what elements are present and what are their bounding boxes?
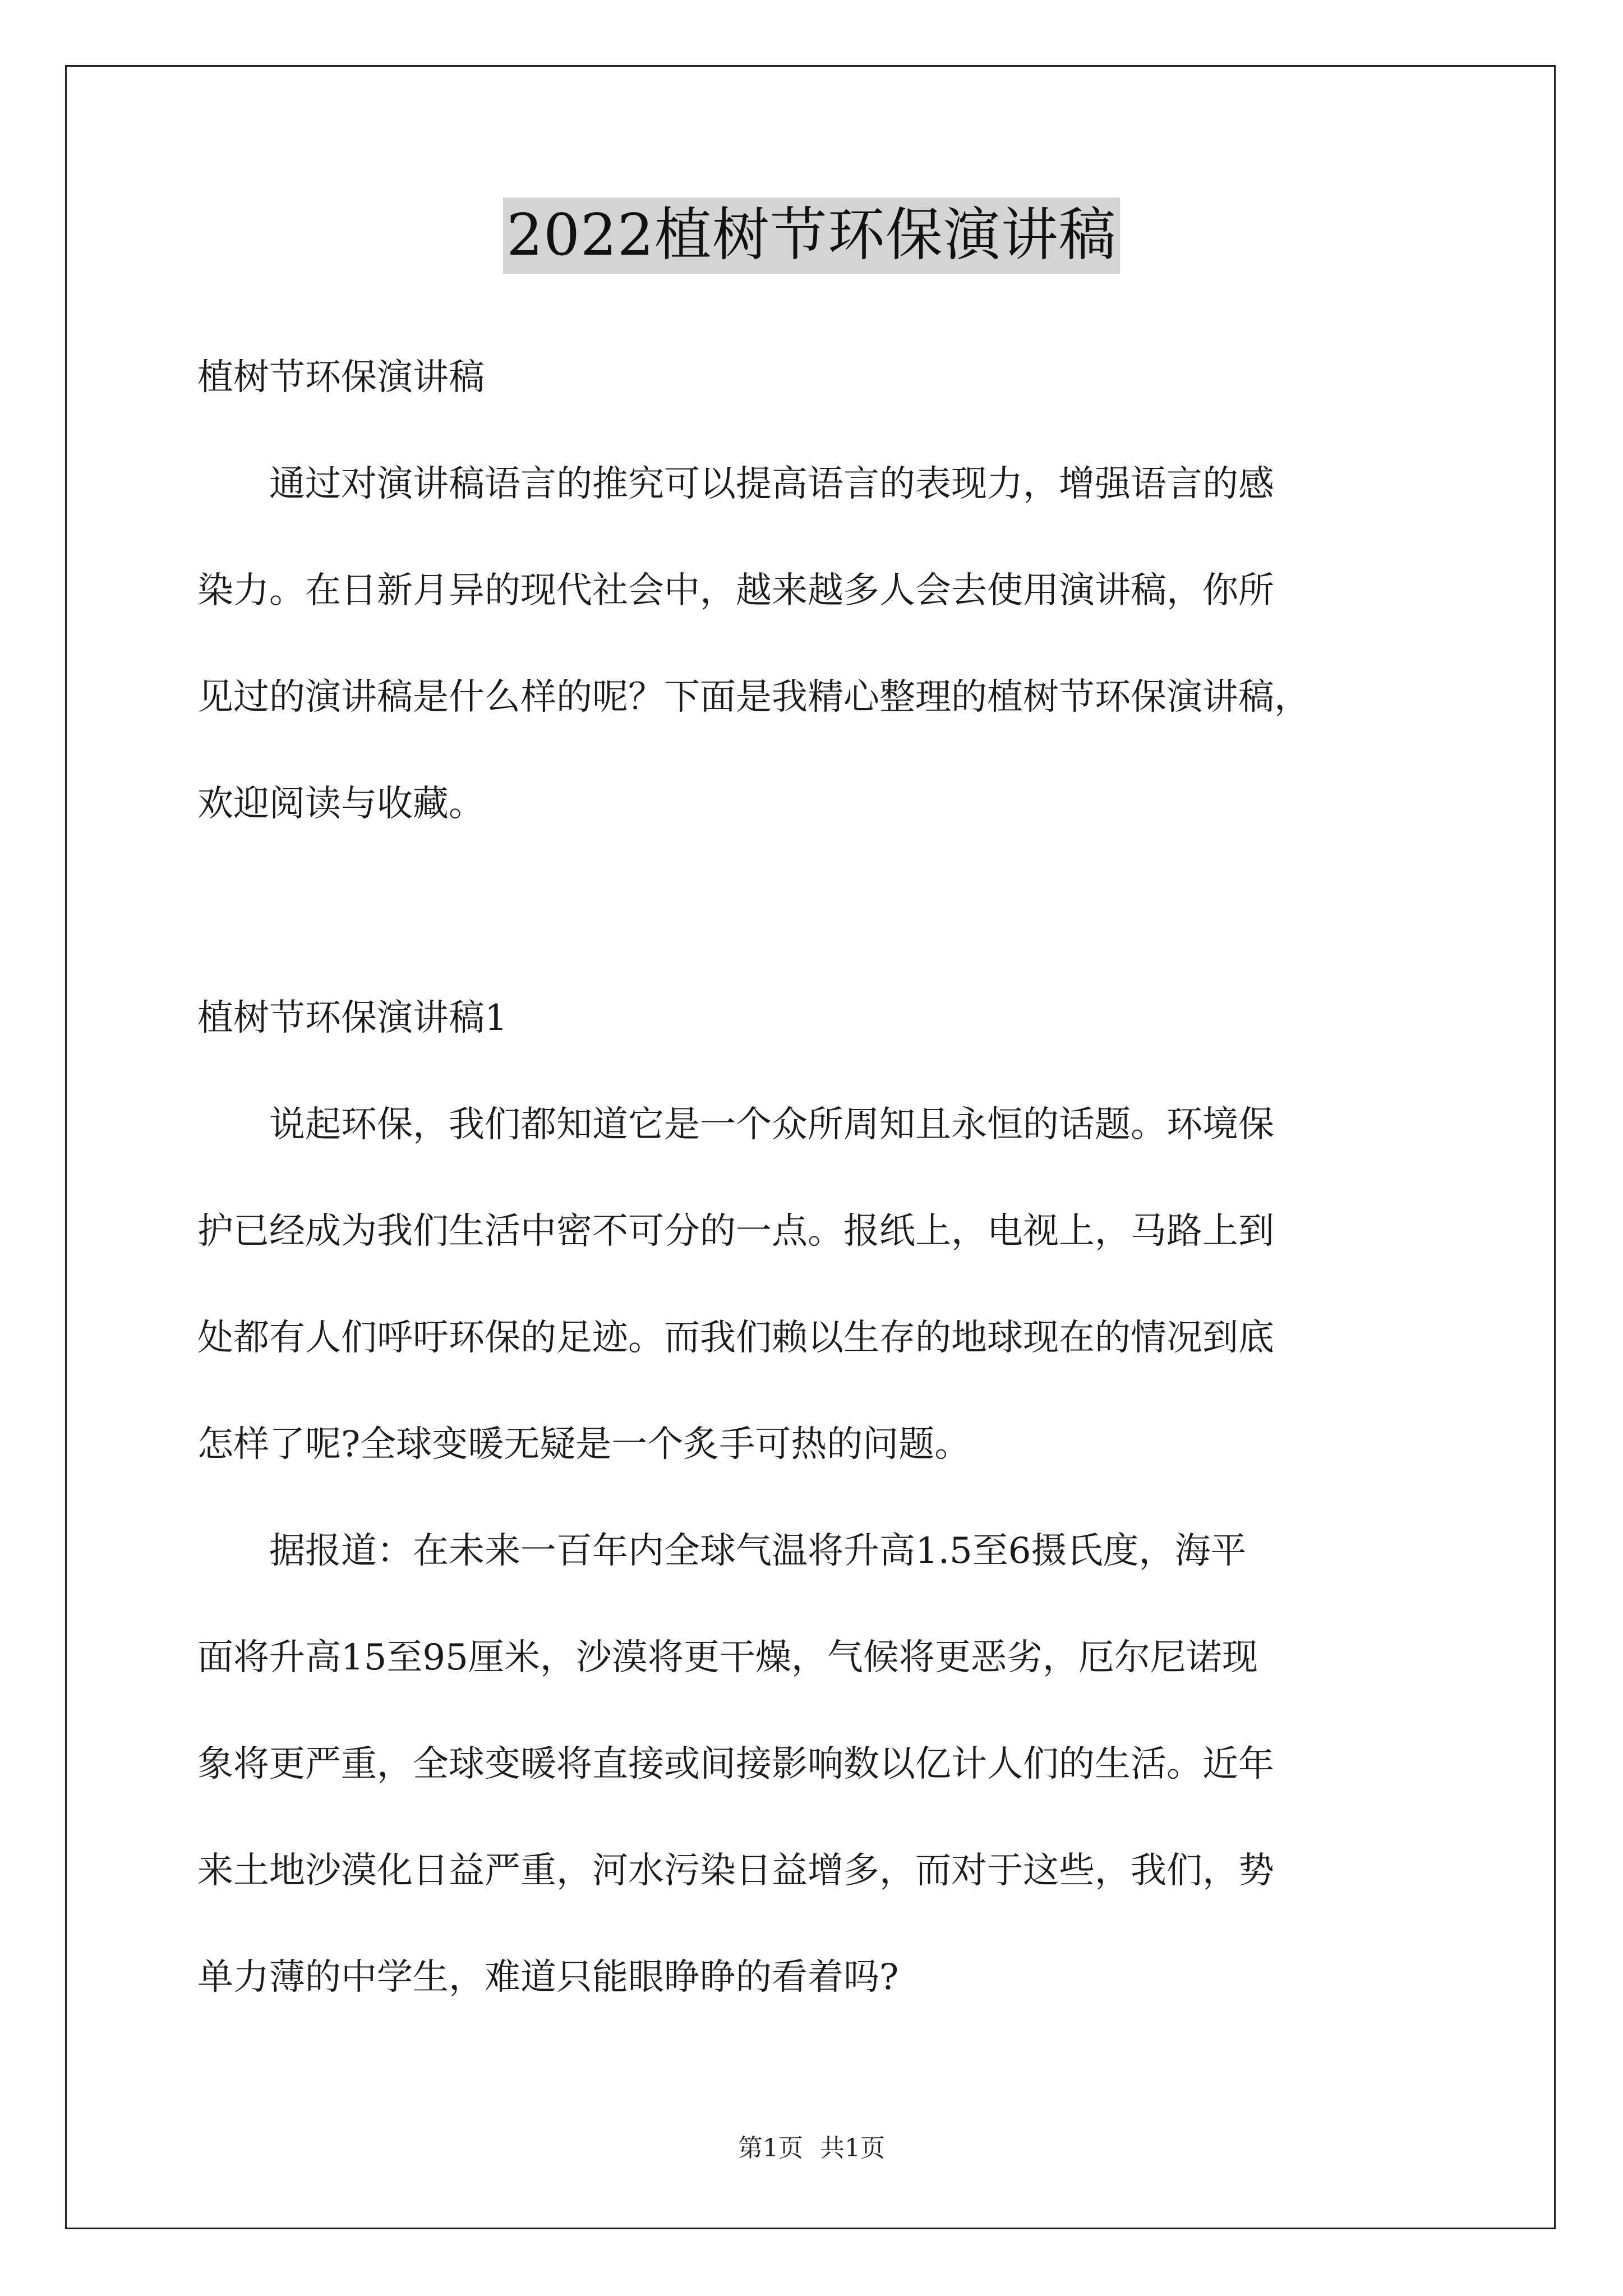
document-title: 2022植树节环保演讲稿 (503, 197, 1120, 274)
section-heading: 植树节环保演讲稿1 (197, 997, 508, 1039)
paragraph-line: 说起环保，我们都知道它是一个众所周知且永恒的话题。环境保 (197, 1104, 1274, 1145)
title-container (0, 197, 1623, 274)
paragraph-line: 象将更严重，全球变暖将直接或间接影响数以亿计人们的生活。近年 (197, 1743, 1274, 1785)
paragraph-line: 染力。在日新月异的现代社会中，越来越多人会去使用演讲稿，你所 (197, 570, 1274, 611)
page-footer (0, 2132, 1623, 2165)
paragraph-line: 处都有人们呼吁环保的足迹。而我们赖以生存的地球现在的情况到底 (197, 1317, 1274, 1359)
page-number-current: 第1页 (738, 2134, 803, 2162)
paragraph-line: 护已经成为我们生活中密不可分的一点。报纸上，电视上，马路上到 (197, 1211, 1274, 1252)
paragraph-line: 单力薄的中学生，难道只能眼睁睁的看着吗? (197, 1957, 899, 1998)
paragraph-line: 怎样了呢?全球变暖无疑是一个炙手可热的问题。 (197, 1424, 971, 1465)
paragraph-line: 面将升高15至95厘米，沙漠将更干燥，气候将更恶劣，厄尔尼诺现 (197, 1637, 1258, 1678)
paragraph-line: 来土地沙漠化日益严重，河水污染日益增多，而对于这些，我们，势 (197, 1850, 1274, 1892)
page-number-total: 共1页 (820, 2134, 885, 2162)
paragraph-line: 欢迎阅读与收藏。 (197, 783, 485, 825)
subtitle-line: 植树节环保演讲稿 (197, 357, 485, 398)
paragraph-line: 见过的演讲稿是什么样的呢？下面是我精心整理的植树节环保演讲稿， (197, 677, 1310, 718)
paragraph-line: 据报道：在未来一百年内全球气温将升高1.5至6摄氏度，海平 (197, 1530, 1247, 1572)
paragraph-line: 通过对演讲稿语言的推究可以提高语言的表现力，增强语言的感 (197, 463, 1274, 505)
